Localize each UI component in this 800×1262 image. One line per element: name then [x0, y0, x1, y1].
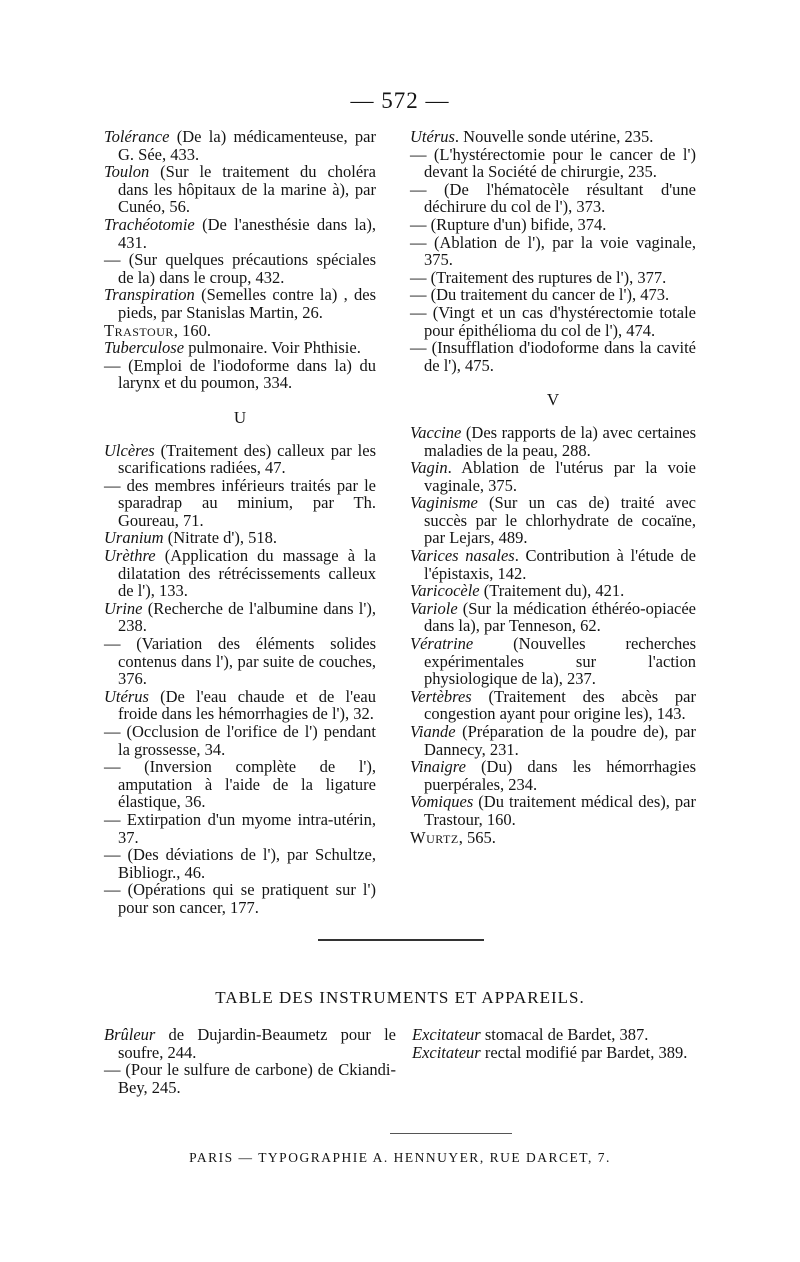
index-entry: [410, 494, 696, 547]
index-entry: [410, 829, 696, 847]
entry-text: — (Occlusion de l'orifice de l') pendant la grossesse, 34.: [104, 722, 376, 759]
entry-text: (Préparation de la poudre de), par Dannecy, 231.: [424, 722, 696, 759]
index-entry: [104, 128, 376, 163]
entry-text: — (Emploi de l'iodoforme dans la) du larynx et du poumon, 334.: [104, 355, 376, 393]
entry-text: , 160.: [173, 320, 211, 340]
index-entry: [104, 251, 376, 286]
entry-headword: Vertèbres: [410, 686, 472, 706]
entry-text: (Nouvelles recherches expérimentales sur l'action physiologique de la), 237.: [424, 634, 696, 689]
entry-text: (Recherche de l'albumine dans l'), 238.: [118, 598, 376, 636]
entry-headword: Brûleur: [104, 1025, 156, 1044]
entry-text: — (Variation des éléments solides contenus dans l'), par suite de couches, 376.: [104, 634, 376, 689]
index-entry: [104, 1026, 396, 1061]
entry-text: — (Rupture d'un) bifide, 374.: [410, 214, 607, 234]
entry-text: — (Pour le sulfure de carbone) de Ckiandi-Bey, 245.: [104, 1060, 396, 1097]
entry-text: (De la) médicamenteuse, par G. Sée, 433.: [118, 127, 376, 164]
entry-text: — (Insufflation d'iodoforme dans la cavité de l'), 475.: [410, 338, 696, 375]
index-entry: [410, 688, 696, 723]
entry-text: — (Vingt et un cas d'hystérectomie totale pour épithélioma du col de l'), 474.: [410, 302, 696, 340]
entry-text: (Du) dans les hémorrhagies puerpérales, 234.: [424, 757, 696, 794]
entry-text: — Extirpation d'un myome intra-utérin, 37.: [104, 809, 376, 847]
index-entry: [104, 846, 376, 881]
entry-headword: Vagin: [410, 458, 448, 478]
entry-headword: Vératrine: [410, 634, 474, 654]
index-entry: [410, 128, 696, 146]
index-entry: [410, 424, 696, 459]
entry-headword: Varices nasales: [410, 546, 515, 566]
entry-text: stomacal de Bardet, 387.: [480, 1025, 649, 1044]
entry-headword: Toulon: [104, 162, 150, 182]
index-entry: [410, 582, 696, 600]
index-entry: [104, 547, 376, 600]
entry-headword: Wurtz: [410, 827, 459, 847]
entry-text: — (Du traitement du cancer de l'), 473.: [410, 285, 670, 305]
printer-imprint: PARIS — TYPOGRAPHIE A. HENNUYER, RUE DARCET, 7.: [189, 1150, 611, 1165]
index-entry: [104, 811, 376, 846]
instruments-column-right: [412, 1026, 700, 1061]
index-entry: [410, 600, 696, 635]
page-number: — 572 —: [350, 88, 450, 113]
entry-headword: Varicocèle: [410, 581, 480, 601]
index-entry: [104, 635, 376, 688]
index-entry: [410, 339, 696, 374]
index-entry: [104, 163, 376, 216]
section-letter: U: [233, 407, 247, 427]
entry-headword: Transpiration: [104, 285, 195, 305]
index-entry: [104, 600, 376, 635]
entry-text: — (Sur quelques précautions spéciales de la) dans le croup, 432.: [104, 250, 376, 287]
entry-text: pulmonaire. Voir Phthisie.: [184, 338, 361, 358]
index-entry: [410, 216, 696, 234]
index-column-right: [410, 128, 696, 846]
entry-headword: Urine: [104, 598, 143, 618]
index-entry: [410, 793, 696, 828]
entry-text: (De l'eau chaude et de l'eau froide dans les hémorrhagies de l'), 32.: [118, 686, 376, 724]
index-entry: [104, 442, 376, 477]
index-entry: [104, 216, 376, 251]
index-entry: [410, 758, 696, 793]
index-entry: [104, 322, 376, 340]
entry-text: (De l'anesthésie dans la), 431.: [118, 214, 376, 252]
index-entry: [410, 459, 696, 494]
entry-headword: Variole: [410, 598, 458, 618]
index-entry: [104, 286, 376, 321]
entry-text: — (Traitement des ruptures de l'), 377.: [410, 267, 667, 287]
entry-text: — (Inversion complète de l'), amputation à l'aide de la ligature élastique, 36.: [104, 757, 376, 812]
entry-text: . Nouvelle sonde utérine, 235.: [454, 127, 654, 146]
entry-text: — (Opérations qui se pratiquent sur l') pour son cancer, 177.: [104, 880, 376, 917]
index-entry: [410, 304, 696, 339]
index-entry: [410, 723, 696, 758]
entry-text: — (De l'hématocèle résultant d'une déchirure du col de l'), 373.: [410, 179, 696, 217]
index-entry: [104, 477, 376, 530]
index-entry: [410, 146, 696, 181]
entry-text: (Du traitement médical des), par Trastour, 160.: [424, 792, 696, 829]
entry-text: (Sur la médication éthéréo-opiacée dans la), par Tenneson, 62.: [424, 598, 696, 636]
entry-text: . Contribution à l'étude de l'épistaxis, 142.: [424, 546, 696, 583]
entry-text: (Sur un cas de) traité avec succès par le chlorhydrate de cocaïne, par Lejars, 489.: [424, 493, 696, 548]
entry-text: (Traitement des abcès par congestion ayant pour origine les), 143.: [424, 686, 696, 724]
entry-text: . Ablation de l'utérus par la voie vaginale, 375.: [424, 458, 696, 495]
entry-text: (Sur le traitement du choléra dans les hôpitaux de la marine à), par Cunéo, 56.: [118, 162, 376, 217]
index-entry: [410, 269, 696, 287]
entry-text: — des membres inférieurs traités par le sparadrap au minium, par Th. Goureau, 71.: [104, 475, 376, 530]
index-entry: [410, 547, 696, 582]
entry-headword: Tolérance: [104, 127, 170, 146]
index-entry: [410, 286, 696, 304]
entry-headword: Ulcères: [104, 440, 155, 460]
entry-text: — (Des déviations de l'), par Schultze, Bibliogr., 46.: [104, 845, 376, 882]
section-letter: V: [546, 390, 560, 410]
index-entry: [104, 529, 376, 547]
entry-text: de Dujardin-Beaumetz pour le soufre, 244.: [118, 1025, 396, 1062]
entry-headword: Viande: [410, 722, 456, 741]
entry-headword: Excitateur: [412, 1042, 481, 1062]
footer-divider: [390, 1133, 512, 1134]
index-entry: [104, 758, 376, 811]
section-title: TABLE DES INSTRUMENTS ET APPAREILS.: [215, 988, 585, 1007]
index-entry: [410, 635, 696, 688]
entry-text: (Des rapports de la) avec certaines maladies de la peau, 288.: [424, 422, 696, 460]
entry-headword: Excitateur: [412, 1025, 481, 1044]
index-entry: [410, 181, 696, 216]
entry-text: , 565.: [458, 827, 496, 847]
entry-text: — (L'hystérectomie pour le cancer de l') devant la Société de chirurgie, 235.: [410, 144, 696, 182]
index-column-left: [104, 128, 376, 917]
entry-headword: Urèthre: [104, 546, 156, 566]
entry-text: (Semelles contre la) , des pieds, par Stanislas Martin, 26.: [118, 285, 376, 322]
instruments-column-left: [104, 1026, 396, 1096]
entry-text: (Traitement des) calleux par les scarifications radiées, 47.: [118, 440, 376, 478]
entry-headword: Utérus: [410, 127, 455, 146]
index-entry: [104, 1061, 396, 1096]
entry-headword: Vaccine: [410, 422, 462, 442]
index-entry: [104, 688, 376, 723]
entry-headword: Trachéotomie: [104, 214, 195, 234]
index-entry: [104, 357, 376, 392]
entry-headword: Vinaigre: [410, 757, 466, 777]
index-entry: [412, 1026, 700, 1044]
entry-text: rectal modifié par Bardet, 389.: [480, 1042, 688, 1062]
index-entry: [104, 339, 376, 357]
entry-text: (Nitrate d'), 518.: [163, 528, 277, 548]
entry-headword: Trastour: [104, 320, 174, 340]
index-entry: [410, 234, 696, 269]
index-entry: [104, 723, 376, 758]
index-entry: [412, 1044, 700, 1062]
entry-text: (Application du massage à la dilatation des rétrécissements calleux de l'), 133.: [118, 546, 376, 601]
entry-headword: Vomiques: [410, 792, 474, 812]
entry-text: — (Ablation de l'), par la voie vaginale, 375.: [410, 232, 696, 270]
entry-text: (Traitement du), 421.: [479, 581, 625, 601]
entry-headword: Vaginisme: [410, 493, 478, 513]
section-divider: [318, 939, 484, 941]
entry-headword: Tuberculose: [104, 338, 185, 358]
entry-headword: Uranium: [104, 528, 164, 548]
index-entry: [104, 881, 376, 916]
entry-headword: Utérus: [104, 686, 149, 706]
